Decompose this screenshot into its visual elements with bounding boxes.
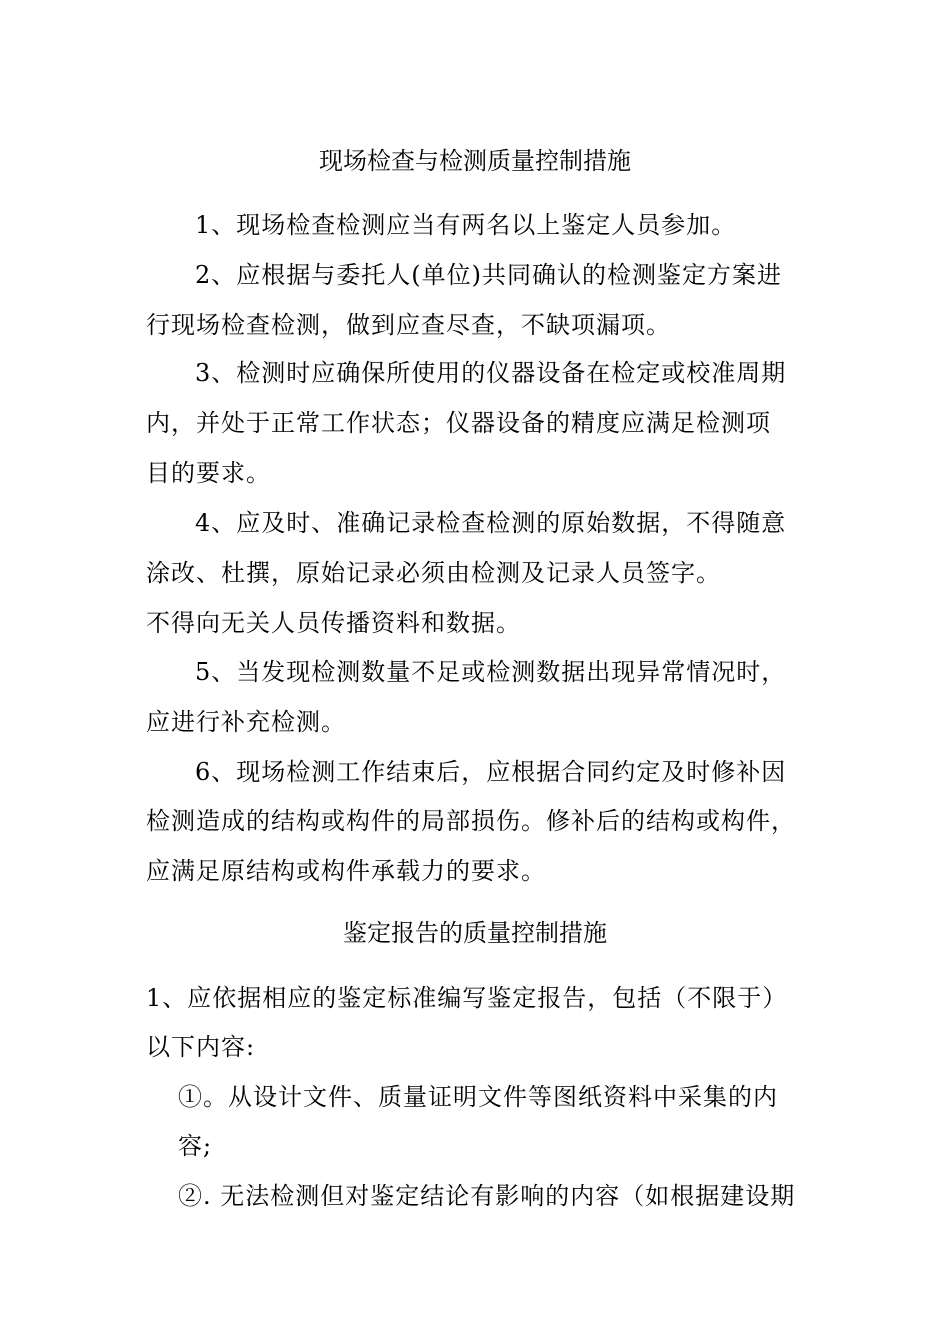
paragraph-line: 3、检测时应确保所使用的仪器设备在检定或校准周期 [195,359,787,387]
paragraph-line: 检测造成的结构或构件的局部损伤。修补后的结构或构件， [146,807,796,835]
paragraph-line: 6、现场检测工作结束后，应根据合同约定及时修补因 [195,758,787,786]
paragraph-line: 容; [178,1132,213,1160]
paragraph-line: ①。从设计文件、质量证明文件等图纸资料中采集的内 [178,1083,778,1111]
paragraph-line: 涂改、杜撰，原始记录必须由检测及记录人员签字。 [146,559,721,587]
paragraph-line: 2、应根据与委托人(单位)共同确认的检测鉴定方案进 [195,261,782,289]
section-title-report-quality: 鉴定报告的质量控制措施 [343,919,607,947]
section-title-site-inspection: 现场检查与检测质量控制措施 [319,147,631,175]
paragraph-line: 应进行补充检测。 [146,708,346,736]
paragraph-line: 5、当发现检测数量不足或检测数据出现异常情况时， [195,658,787,686]
paragraph-line: 应满足原结构或构件承载力的要求。 [146,857,546,885]
paragraph-line: 1、现场检查检测应当有两名以上鉴定人员参加。 [195,211,737,239]
paragraph-line: 以下内容: [146,1033,256,1061]
paragraph-line: 目的要求。 [146,459,271,487]
paragraph-line: ②. 无法检测但对鉴定结论有影响的内容（如根据建设期 [178,1182,796,1210]
paragraph-line: 4、应及时、准确记录检查检测的原始数据，不得随意 [195,509,787,537]
paragraph-line: 行现场检查检测，做到应查尽查，不缺项漏项。 [146,311,671,339]
paragraph-line: 1、应依据相应的鉴定标准编写鉴定报告，包括（不限于） [146,984,788,1012]
paragraph-line: 内，并处于正常工作状态；仪器设备的精度应满足检测项 [146,409,771,437]
paragraph-line: 不得向无关人员传播资料和数据。 [146,609,521,637]
